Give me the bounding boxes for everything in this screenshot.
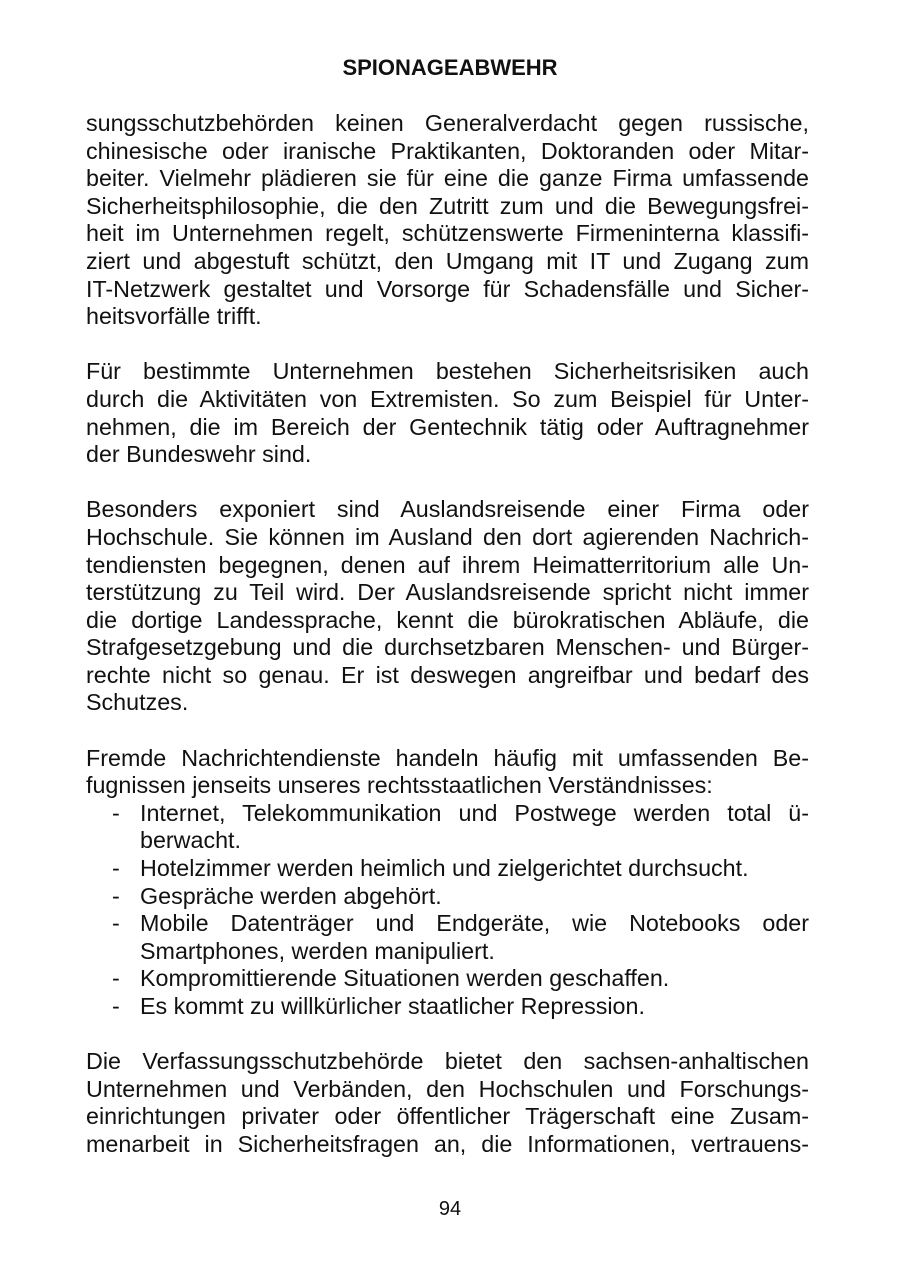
text-line: IT-Netzwerk gestaltet und Vorsorge für Schadensfälle und Sicher- [86,275,809,302]
text-line: der Bundeswehr sind. [86,441,312,468]
text-line: Mobile Datenträger und Endgeräte, wie Notebooks oder [140,910,809,937]
dash-bullet: - [112,965,120,992]
text-line: tendiensten begegnen, denen auf ihrem Heimatterritorium alle Un- [86,551,809,578]
dash-bullet: - [112,910,120,937]
paragraph-1 [86,110,809,331]
text-line: Sicherheitsphilosophie, die den Zutritt zum und die Bewegungsfrei- [86,192,809,219]
text-line: durch die Aktivitäten von Extremisten. So zum Beispiel für Unter- [86,385,809,412]
text-line: Strafgesetzgebung und die durchsetzbaren Menschen- und Bürger- [86,634,809,661]
text-line: Fremde Nachrichtendienste handeln häufig mit umfassenden Be- [86,744,809,771]
paragraph-4 [86,745,809,800]
text-line: Schutzes. [86,689,189,716]
text-line: terstützung zu Teil wird. Der Auslandsreisende spricht nicht immer [86,579,809,606]
text-line: Die Verfassungsschutzbehörde bietet den sachsen-anhaltischen [86,1048,809,1075]
text-line: ziert und abgestuft schützt, den Umgang mit IT und Zugang zum [86,247,809,274]
dash-bullet: - [112,993,120,1019]
paragraph-2 [86,358,809,468]
list-item [86,855,809,883]
text-line: Für bestimmte Unternehmen bestehen Sicherheitsrisiken auch [86,358,809,385]
text-line: Besonders exponiert sind Auslandsreisende einer Firma oder [86,496,809,523]
list-item [86,965,809,993]
text-line: berwacht. [140,827,242,854]
text-line: Hotelzimmer werden heimlich und zielgerichtet durchsucht. [140,855,749,882]
list-item [86,993,809,1021]
list-item [86,910,809,965]
text-line: einrichtungen privater oder öffentlicher Trägerschaft eine Zusam- [86,1103,809,1130]
text-line: heitsvorfälle trifft. [86,303,262,330]
list-item [86,883,809,911]
text-line: nehmen, die im Bereich der Gentechnik tätig oder Auftragnehmer [86,413,809,440]
text-line: menarbeit in Sicherheitsfragen an, die Informationen, vertrauens- [86,1130,809,1157]
page-title: SPIONAGEABWEHR [342,55,558,80]
text-line: Kompromittierende Situationen werden geschaffen. [140,965,670,992]
text-line: sungsschutzbehörden keinen Generalverdacht gegen russische, [86,110,809,136]
page-number: 94 [438,1198,462,1220]
text-line: chinesische oder iranische Praktikanten, Doktoranden oder Mitar- [86,137,809,164]
bullet-list [86,800,809,1021]
list-item [86,800,809,855]
text-line: fugnissen jenseits unseres rechtsstaatlichen Verständnisses: [86,772,713,799]
text-line: Hochschule. Sie können im Ausland den dort agierenden Nachrich- [86,523,809,550]
dash-bullet: - [112,799,120,826]
text-line: rechte nicht so genau. Er ist deswegen angreifbar und bedarf des [86,661,809,688]
body-text [86,110,809,1186]
text-line: Es kommt zu willkürlicher staatlicher Repression. [140,993,645,1019]
dash-bullet: - [112,855,120,882]
text-line: heit im Unternehmen regelt, schützenswerte Firmeninterna klassifi- [86,220,809,247]
paragraph-5 [86,1048,809,1158]
paragraph-3 [86,496,809,717]
text-line: Smartphones, werden manipuliert. [140,937,495,964]
text-line: beiter. Vielmehr plädieren sie für eine die ganze Firma umfassende [86,165,809,192]
text-line: Unternehmen und Verbänden, den Hochschulen und Forschungs- [86,1075,809,1102]
dash-bullet: - [112,882,120,909]
text-line: Internet, Telekommunikation und Postwege werden total ü- [140,799,809,826]
text-line: Gespräche werden abgehört. [140,882,442,909]
text-line: die dortige Landessprache, kennt die bürokratischen Abläufe, die [86,606,809,633]
